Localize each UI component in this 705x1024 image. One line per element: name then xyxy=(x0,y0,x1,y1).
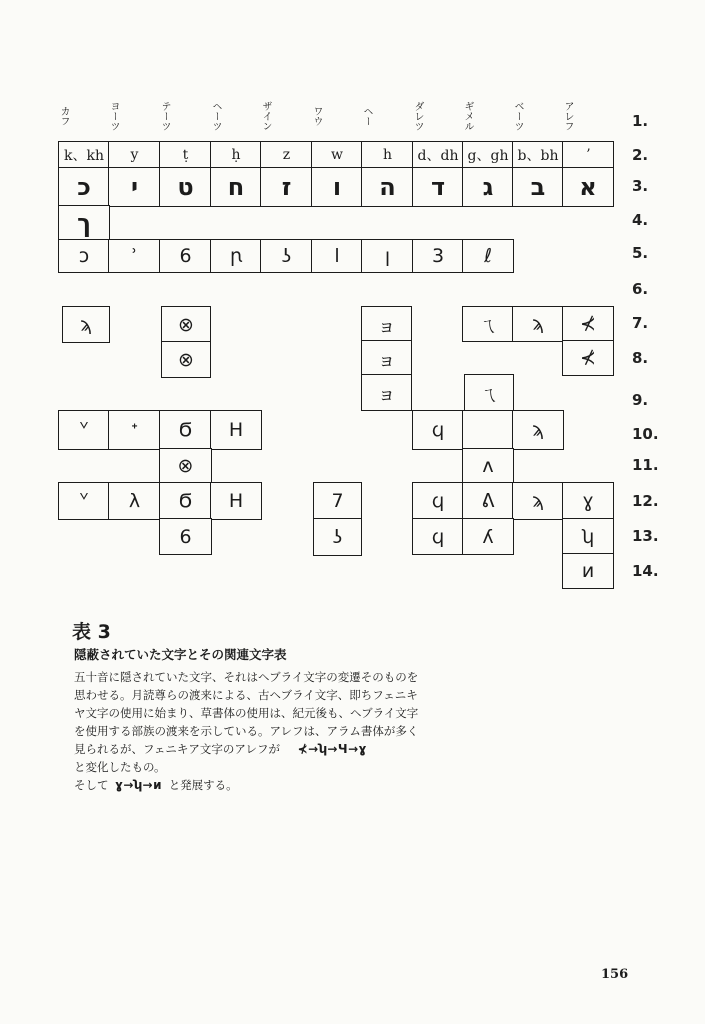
header-het: ヘーツ xyxy=(210,101,221,131)
row-number-1: 1. xyxy=(632,112,649,130)
caption-title: 表 3 xyxy=(72,621,111,643)
header-yod: ヨーツ xyxy=(108,101,119,131)
row-number-2: 2. xyxy=(632,146,649,164)
row-number-6: 6. xyxy=(632,280,649,298)
glyph-r9-gimel: ㄟ xyxy=(464,374,514,412)
glyph-r12-gimel: ᕕ xyxy=(462,482,514,520)
hebrew-bet: ב xyxy=(512,167,564,207)
hebrew-gimel: ג xyxy=(462,167,514,207)
glyph-r12-bet: ϡ xyxy=(512,482,564,520)
caption-line-7-prefix: そして xyxy=(74,778,109,792)
translit-het: ḥ xyxy=(210,141,262,169)
glyph-r8-he: ョ xyxy=(361,340,412,376)
glyph-r10-yod: ᕀ xyxy=(108,410,161,450)
glyph-r7-gimel: ㄟ xyxy=(462,306,514,342)
header-kaf: カフ xyxy=(58,106,69,126)
glyph-r10-tet: Ϭ xyxy=(159,410,212,450)
glyph-r13-aleph: ʮ xyxy=(562,518,614,555)
header-zayin: ザイン xyxy=(260,101,271,131)
glyph-r7-bet: ϡ xyxy=(512,306,564,342)
caption-line-6: と変化したもの。 xyxy=(74,760,166,774)
caption-line-4: を使用する部族の渡来を示している。アレフは、アラム書体が多く xyxy=(74,724,419,738)
glyph-r8-tet: ⊗ xyxy=(161,341,211,378)
hebrew-final-kaf: ך xyxy=(58,205,110,241)
hebrew-he: ה xyxy=(361,167,414,207)
header-dalet: ダレツ xyxy=(412,101,423,131)
hebrew-dalet: ד xyxy=(412,167,464,207)
glyph-r13-tet: 6 xyxy=(159,518,212,555)
translit-aleph: ʼ xyxy=(562,141,614,169)
row-number-10: 10. xyxy=(632,425,659,443)
glyph-r12-waw: 7 xyxy=(313,482,362,520)
cursive-waw: l xyxy=(311,239,363,273)
hebrew-waw: ו xyxy=(311,167,363,207)
glyph-r12-tet: Ϭ xyxy=(159,482,212,520)
translit-yod: y xyxy=(108,141,161,169)
translit-zayin: z xyxy=(260,141,313,169)
header-bet: ベーツ xyxy=(512,101,523,131)
translit-dalet: d、dh xyxy=(412,141,464,169)
glyph-r7-he: ョ xyxy=(361,306,412,342)
glyph-r11-gimel: ʌ xyxy=(462,448,514,484)
glyph-r8-aleph: ⊀ xyxy=(562,340,614,376)
glyph-r12-yod: λ xyxy=(108,482,161,520)
glyph-r12-kaf: ᘁ xyxy=(58,482,110,520)
glyph-r10-bet: ϡ xyxy=(512,410,564,450)
glyph-r14-aleph: ᴎ xyxy=(562,553,614,589)
glyph-r13-dalet: ϥ xyxy=(412,518,464,555)
cursive-zayin: ʖ xyxy=(260,239,313,273)
row-number-14: 14. xyxy=(632,562,659,580)
glyph-r10-het: H xyxy=(210,410,262,450)
cursive-gimel: ℓ xyxy=(462,239,514,273)
glyph-r13-gimel: ʎ xyxy=(462,518,514,555)
glyph-r13-waw: ʖ xyxy=(313,518,362,556)
glyph-r12-aleph: ɣ xyxy=(562,482,614,520)
cursive-dalet: 3 xyxy=(412,239,464,273)
cursive-he: ꞁ xyxy=(361,239,414,273)
caption-line-2: 思わせる。月読尊らの渡来による、古ヘブライ文字、即ちフェニキ xyxy=(74,688,418,702)
row-number-7: 7. xyxy=(632,314,649,332)
hebrew-yod: י xyxy=(108,167,161,207)
hebrew-tet: ט xyxy=(159,167,212,207)
glyph-r12-het: H xyxy=(210,482,262,520)
hebrew-zayin: ז xyxy=(260,167,313,207)
hebrew-kaf: כ xyxy=(58,167,110,207)
glyph-r7-tet: ⊗ xyxy=(161,306,211,343)
aleph-evolution-chain-2: ɣ→ʮ→ᴎ xyxy=(115,778,163,792)
row-number-12: 12. xyxy=(632,492,659,510)
row-number-8: 8. xyxy=(632,349,649,367)
caption-line-1: 五十音に隠されていた文字、それはヘブライ文字の変遷そのものを xyxy=(74,670,419,684)
caption-line-7-suffix: と発展する。 xyxy=(168,778,238,792)
cursive-yod: ʾ xyxy=(108,239,161,273)
glyph-r9-he: ョ xyxy=(361,374,412,411)
caption-line-7 xyxy=(74,778,238,792)
header-he: ヘー xyxy=(361,106,372,126)
header-waw: ワウ xyxy=(311,106,322,126)
row-number-4: 4. xyxy=(632,211,649,229)
glyph-r10-gimel-empty xyxy=(462,410,514,450)
cursive-tet: 6 xyxy=(159,239,212,273)
translit-waw: w xyxy=(311,141,363,169)
translit-tet: ṭ xyxy=(159,141,212,169)
header-tet: テーツ xyxy=(159,101,170,131)
translit-bet: b、bh xyxy=(512,141,564,169)
glyph-r7-aleph: ⊀ xyxy=(562,306,614,342)
glyph-r7-kaf: ϡ xyxy=(62,306,110,343)
glyph-r12-dalet: ϥ xyxy=(412,482,464,520)
caption-subtitle: 隠蔽されていた文字とその関連文字表 xyxy=(74,647,287,662)
glyph-r11-tet: ⊗ xyxy=(159,448,212,484)
hebrew-het: ח xyxy=(210,167,262,207)
row-number-11: 11. xyxy=(632,456,659,474)
row-number-5: 5. xyxy=(632,244,649,262)
page-number: 156 xyxy=(601,967,629,982)
translit-kaf: k、kh xyxy=(58,141,110,169)
header-aleph: アレフ xyxy=(562,101,573,131)
header-gimel: ギメル xyxy=(462,101,473,131)
glyph-r10-dalet: ϥ xyxy=(412,410,464,450)
row-number-3: 3. xyxy=(632,177,649,195)
caption-line-5-text: 見られるが、フェニキア文字のアレフが xyxy=(74,742,280,756)
translit-he: h xyxy=(361,141,414,169)
cursive-kaf: ɔ xyxy=(58,239,110,273)
hebrew-aleph: א xyxy=(562,167,614,207)
glyph-r10-kaf: ᘁ xyxy=(58,410,110,450)
row-number-9: 9. xyxy=(632,391,649,409)
row-number-13: 13. xyxy=(632,527,659,545)
caption-line-3: ヤ文字の使用に始まり、草書体の使用は、紀元後も、ヘブライ文字 xyxy=(74,706,419,720)
translit-gimel: g、gh xyxy=(462,141,514,169)
caption-line-5 xyxy=(74,742,367,756)
aleph-evolution-chain-1: ⊀→ʮ→Ч→ɣ xyxy=(297,742,367,756)
cursive-het: ꞃ xyxy=(210,239,262,273)
